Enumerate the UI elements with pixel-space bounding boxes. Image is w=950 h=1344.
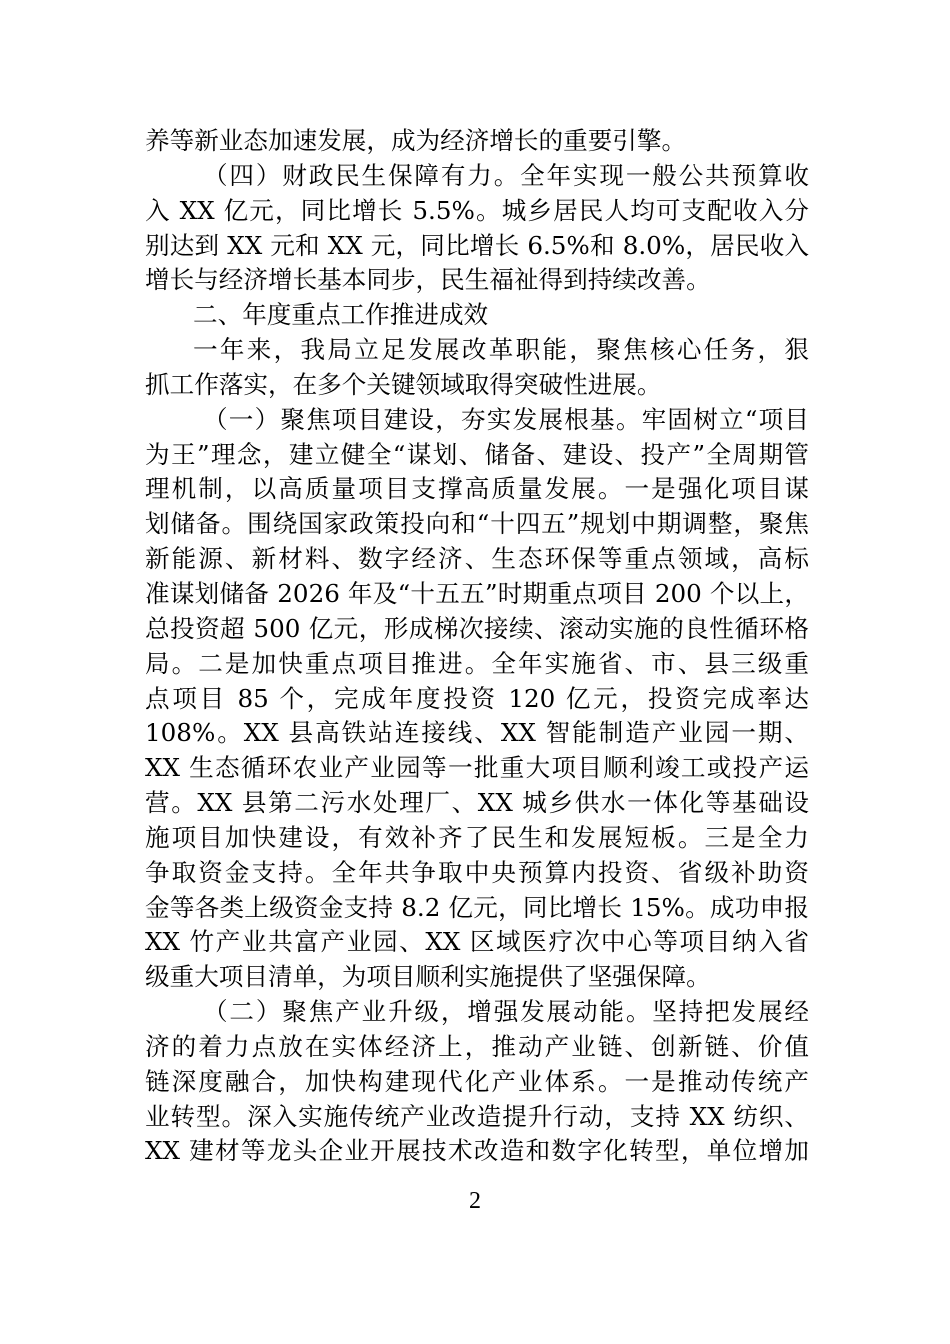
text-line: 营。XX 县第二污水处理厂、XX 城乡供水一体化等基础设	[145, 788, 809, 818]
text-line: 业转型。深入实施传统产业改造提升行动，支持 XX 纺织、	[145, 1101, 809, 1131]
text-line: 入 XX 亿元，同比增长 5.5%。城乡居民人均可支配收入分	[145, 195, 809, 225]
text-line: XX 生态循环农业产业园等一批重大项目顺利竣工或投产运	[145, 753, 809, 783]
text-line: 济的着力点放在实体经济上，推动产业链、创新链、价值	[145, 1031, 809, 1061]
text-line: 争取资金支持。全年共争取中央预算内投资、省级补助资	[145, 857, 809, 887]
text-line: （四）财政民生保障有力。全年实现一般公共预算收	[203, 160, 809, 190]
text-line: 增长与经济增长基本同步，民生福祉得到持续改善。	[145, 265, 711, 295]
page-number: 2	[469, 1188, 481, 1214]
text-line: 链深度融合，加快构建现代化产业体系。一是推动传统产	[145, 1066, 809, 1096]
text-line: 点项目 85 个，完成年度投资 120 亿元，投资完成率达	[145, 683, 809, 713]
text-line: XX 竹产业共富产业园、XX 区域医疗次中心等项目纳入省	[145, 927, 809, 957]
text-line: 级重大项目清单，为项目顺利实施提供了坚强保障。	[145, 962, 711, 992]
text-line: 施项目加快建设，有效补齐了民生和发展短板。三是全力	[145, 822, 809, 852]
text-line: （一）聚焦项目建设，夯实发展根基。牢固树立“项目	[203, 404, 809, 434]
text-line: 划储备。围绕国家政策投向和“十四五”规划中期调整，聚焦	[145, 509, 809, 539]
text-line: 新能源、新材料、数字经济、生态环保等重点领域，高标	[145, 544, 809, 574]
text-line: 108%。XX 县高铁站连接线、XX 智能制造产业园一期、	[145, 718, 809, 748]
text-line: 别达到 XX 元和 XX 元，同比增长 6.5%和 8.0%，居民收入	[145, 230, 809, 260]
text-line: 总投资超 500 亿元，形成梯次接续、滚动实施的良性循环格	[145, 613, 809, 643]
text-line: 局。二是加快重点项目推进。全年实施省、市、县三级重	[145, 648, 809, 678]
text-line: 金等各类上级资金支持 8.2 亿元，同比增长 15%。成功申报	[145, 892, 809, 922]
text-line: 准谋划储备 2026 年及“十五五”时期重点项目 200 个以上，	[145, 578, 809, 608]
section-heading: 二、年度重点工作推进成效	[193, 300, 489, 330]
text-line: 为王”理念，建立健全“谋划、储备、建设、投产”全周期管	[145, 439, 809, 469]
text-line: 养等新业态加速发展，成为经济增长的重要引擎。	[145, 126, 687, 155]
text-line: XX 建材等龙头企业开展技术改造和数字化转型，单位增加	[145, 1136, 809, 1166]
body-text	[145, 124, 809, 1169]
text-line: 一年来，我局立足发展改革职能，聚焦核心任务，狠	[193, 335, 809, 365]
text-line: （二）聚焦产业升级，增强发展动能。坚持把发展经	[203, 997, 809, 1027]
text-line: 抓工作落实，在多个关键领域取得突破性进展。	[145, 369, 662, 399]
text-line: 理机制，以高质量项目支撑高质量发展。一是强化项目谋	[145, 474, 809, 504]
